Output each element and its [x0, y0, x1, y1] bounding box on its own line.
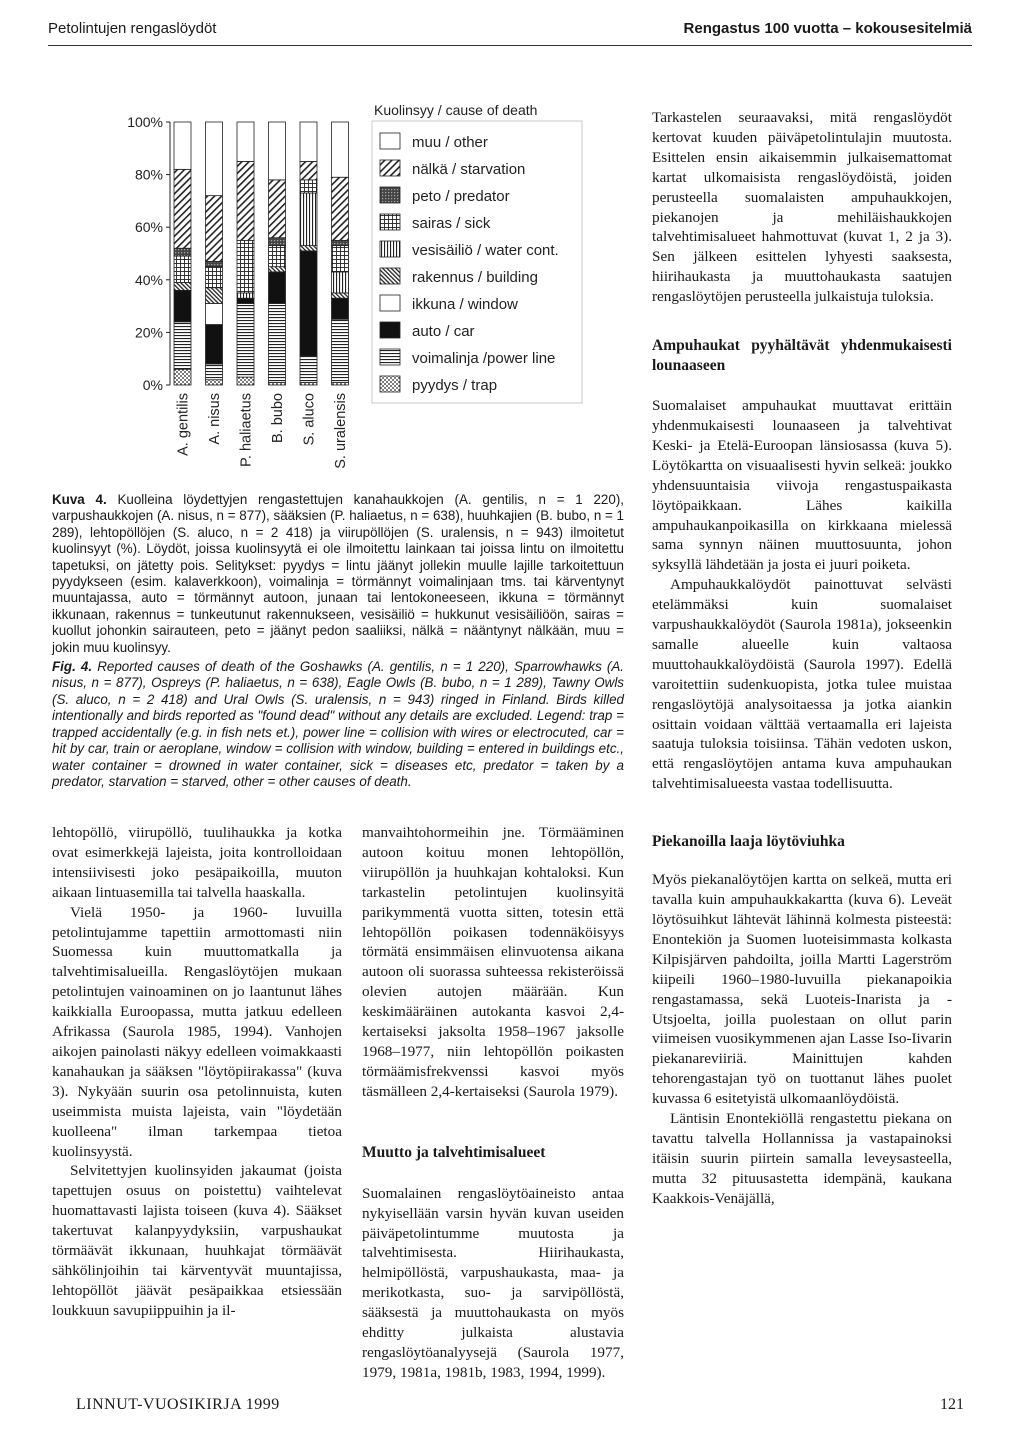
bar-segment [269, 122, 286, 180]
chart-legend [372, 102, 582, 403]
running-header-left: Petolintujen rengaslöydöt [48, 20, 217, 37]
bar-segment [300, 161, 317, 179]
bar-segment [174, 282, 191, 290]
header-rule [48, 45, 972, 46]
col1-paragraph-3: Selvitettyjen kuolinsyiden jakaumat (joista tapettujen osuus on poistettu) vaihtelevat huomattavasti lajista toiseen (kuva 4). Sääkset takertuvat kalanpyydyksiin, varpushaukat törmäävät ikkunaan, huuhkajat törmäävät sähkölinjoihin tai kärventyvät muuntajissa, lehtopöllöt jäävät pesäpaikkaa etsiessään loukkuun savupiippuihin ja il- [52, 1162, 342, 1319]
bar-segment [174, 169, 191, 248]
x-category-label: A. nisus [207, 393, 223, 445]
y-tick-label: 20% [134, 324, 163, 341]
legend-title: Kuolinsyy / cause of death [374, 102, 538, 118]
text-column-1 [52, 823, 342, 1321]
legend-entry: muu / other [412, 134, 488, 151]
bar-segment [300, 180, 317, 193]
bar-segment [237, 122, 254, 161]
bar-segment [300, 193, 317, 246]
bar-stack-3 [269, 122, 286, 385]
bar-segment [332, 246, 349, 272]
col2-paragraph-1: manvaihtohormeihin jne. Törmääminen autoon koituu monen lehtopöllön, viirupöllön ja huuhkajan kohtaloksi. Kun tarkastelin petolintujen kuolinsyitä parikymmentä vuotta sitten, totesin että lehtopöllön poikasen todennäköisyys törmätä ensimmäisen elinvuotensa aikana autoon oli suorassa suhteessa rekisteröissä olevien autojen määrään. Kun keskimääräinen autokanta kasvoi 2,4-kertaiseksi jaksolta 1958–1967 jaksolle 1968–1977, niin lehtopöllön poikasten törmäämisfrekvenssi kasvoi myös täsmälleen 2,4-kertaiseksi (Saurola 1979). [362, 824, 624, 1100]
legend-swatch [380, 241, 400, 257]
bar-segment [332, 319, 349, 382]
caption-fi-text: Kuolleina löydettyjen rengastettujen kanahaukkojen (A. gentilis, n = 1 220), varpushaukkojen (A. nisus, n = 877), sääksien (P. haliaetus, n = 638), huuhkajien (B. bubo, n = 1 289), lehtopöllöjen (S. aluco, n = 2 418) ja viirupöllöjen (S. uralensis, n = 943) ilmoitetut kuolinsyyt (%). Löydöt, joissa kuolinsyytä ei ole ilmoitettu lainkaan tai joissa lintu on ilmoitettu tapetuksi, on jätetty pois. Selitykset: pyydys = lintu jäänyt jollekin muulle lajille tarkoitettuun pyydykseen (esim. kalaverkkoon), voimalinja = törmännyt voimalinjaan tms. tai kärventynyt muuntajassa, auto = törmännyt autoon, junaan tai lentokoneeseen, ikkuna = törmännyt ikkunaan, rakennus = tunkeutunut rakennukseen, vesisäiliö = hukkunut vesisäiliöön, sairas = kuollut johonkin sairauteen, peto = jäänyt pedon saaliiksi, nälkä = nääntynyt nälkään, muu = jokin muu kuolinsyy. [52, 492, 625, 655]
bar-segment [174, 122, 191, 169]
caption-finnish [52, 492, 624, 656]
bar-segment [332, 272, 349, 293]
bar-segment [332, 122, 349, 177]
bar-segment [206, 267, 223, 288]
legend-swatch [380, 133, 400, 149]
legend-entry: ikkuna / window [412, 296, 518, 313]
x-category-label: P. haliaetus [238, 393, 255, 467]
legend-swatch [380, 160, 400, 176]
legend-entry: peto / predator [412, 188, 510, 205]
bar-segment [237, 240, 254, 293]
legend-entry: rakennus / building [412, 269, 538, 286]
bar-segment [300, 251, 317, 356]
legend-entry: pyydys / trap [412, 377, 498, 394]
x-category-label: S. aluco [301, 393, 318, 446]
col1-paragraph-1: lehtopöllö, viirupöllö, tuulihaukka ja kotka ovat esimerkkejä lajeista, joita kontrolloidaan intensiivisesti joko pesäpaikoilla, muuton aikaan lintuasemilla tai talvella haaskalla. [52, 824, 342, 901]
bar-segment [269, 246, 286, 267]
bar-segment [300, 356, 317, 382]
section-heading-ampuhaukat: Ampuhaukat pyyhältävät yhdenmukaisesti lounaaseen [652, 337, 952, 375]
caption-en-label: Fig. 4. [52, 659, 93, 675]
y-tick-label: 100% [127, 114, 163, 130]
bar-segment [237, 293, 254, 298]
caption-fi-label: Kuva 4. [52, 492, 107, 507]
footer-publication: LINNUT-VUOSIKIRJA 1999 [76, 1396, 280, 1413]
x-category-label: S. uralensis [333, 393, 349, 469]
x-category-label: B. bubo [270, 393, 286, 443]
bar-segment [332, 240, 349, 245]
section-heading-piekanat: Piekanoilla laaja löytöviuhka [652, 833, 845, 851]
caption-english [52, 659, 624, 790]
page-number: 121 [940, 1396, 964, 1413]
y-tick-label: 60% [134, 219, 163, 236]
bar-segment [237, 377, 254, 385]
bar-stack-4 [300, 122, 317, 385]
legend-swatch [380, 349, 400, 365]
bar-segment [332, 298, 349, 319]
legend-entry: vesisäiliö / water cont. [412, 242, 559, 259]
col1-paragraph-2: Vielä 1950- ja 1960- luvuilla petolintujamme tapettiin armottomasti niin Suomessa kuin muuttomatkalla ja talvehtimisalueilla. Rengaslöytöjen mukaan petolintujen vainoaminen on jo laantunut lähes kaikkialla Euroopassa, mutta jatkuu edelleen Afrikassa (Saurola 1985, 1994). Vanhojen aikojen painolasti näkyy edelleen voimakkaasti kanahaukan ja sääksen "löytöpiirakassa" (kuva 3). Nykyään suurin osa petolinnuista, kuten useimmista muista lajeista, vain "löydetään kuolleena" ilman tarkempaa tietoa kuolinsyystä. [52, 903, 342, 1160]
legend-entry: voimalinja /power line [412, 350, 556, 367]
bar-segment [206, 380, 223, 385]
running-header-right: Rengastus 100 vuotta – kokousesitelmiä [683, 20, 972, 37]
legend-swatch [380, 376, 400, 392]
bar-segment [300, 246, 317, 251]
text-column-3 [652, 108, 952, 1209]
bar-segment [206, 325, 223, 364]
section-heading-muutto: Muutto ja talvehtimisalueet [362, 1143, 546, 1161]
bar-segment [174, 322, 191, 369]
bar-stack-1 [206, 122, 223, 385]
legend-swatch [380, 214, 400, 230]
figure-caption [52, 492, 624, 790]
legend-swatch [380, 268, 400, 284]
legend-entry: nälkä / starvation [412, 161, 526, 178]
bar-segment [206, 196, 223, 262]
chart-plot-area [127, 114, 349, 469]
bar-segment [206, 364, 223, 380]
legend-entry: auto / car [412, 323, 475, 340]
y-tick-label: 0% [142, 377, 163, 393]
text-column-2 [362, 823, 624, 1383]
bar-segment [174, 256, 191, 282]
bar-stack-5 [332, 122, 349, 385]
bar-segment [206, 122, 223, 196]
col3-paragraph-3: Ampuhaukkalöydöt painottuvat selvästi etelämmäksi kuin suomalaiset varpushaukkalöydöt (Saurola 1981a), jokseenkin samalle alueelle kuin valtaosa muuttohaukkalöydöistä (Saurola 1997). Edellä varoitettiin sudenkuopista, jotka tulee muistaa rengaslöytöjä analysoitaessa ja jotka aiankin osittain voidaan välttää vertaamalla eri lajeista saatuja tuloksia toisiinsa. Tähän vedoten uskon, että rengaslöytöjen antama kuva ampuhaukan talvehtimisalueesta vastaa todellisuutta. [652, 576, 952, 793]
bar-segment [332, 293, 349, 298]
bar-segment [237, 303, 254, 377]
col3-paragraph-4: Myös piekanalöytöjen kartta on selkeä, mutta eri tavalla kuin ampuhaukkakartta (kuva 6). Leveät löytösuihkut lähtevät lähinnä kolmesta pisteestä: Enontekiön ja Suomen luoteisimmasta kolkasta Kilpisjärven pahdoilta, joilla Martti Lagerström kiipeili 1960–1980-luvuilla piekanapoikia rengastamassa, sekä Luoteis-Inarista ja -Utsjoelta, joilla puolestaan on ollut parin viimeisen vuosikymmenen ajan Lasse Iso-Iivarin piekanareviiriä. Mainittujen kahden tehorengastajan työ on tuottanut lähes puolet kuvassa 6 esitetyistä ulkomaanlöydöistä. [652, 871, 952, 1108]
bar-segment [206, 288, 223, 304]
legend-entry: sairas / sick [412, 215, 491, 232]
bar-segment [237, 161, 254, 240]
bar-stack-0 [174, 122, 191, 385]
bar-segment [206, 303, 223, 324]
bar-segment [332, 177, 349, 240]
legend-swatch [380, 187, 400, 203]
col3-paragraph-1: Tarkastelen seuraavaksi, mitä rengaslöydöt kertovat kuuden päiväpetolintulajin muutosta. Esittelen ensin aikaisemmin julkaisemattomat kartat ulkomaisista rengaslöydöistä, joiden perusteella suomalaisten ampuhaukkojen, piekanojen ja mehiläishaukkojen talvehtimisalueet hahmottuvat (kuvat 1, 2 ja 3). Sen jälkeen esittelen lyhyesti saaksesta, hiirihaukasta ja muuttohaukasta saatujen rengaslöytöjen perusteella julkaistuja tuloksia. [652, 109, 952, 306]
x-category-label: A. gentilis [175, 393, 192, 456]
col3-paragraph-5: Läntisin Enontekiöllä rengastettu piekana on tavattu talvella Hollannissa ja vastapainoksi itäisin suurin piirtein samalla leveysasteella, mutta 32 pituusastetta idempänä, kaukana Kaakkois-Venäjällä, [652, 1110, 952, 1207]
bar-stack-2 [237, 122, 254, 385]
cause-of-death-chart [60, 95, 590, 490]
legend-swatch [380, 295, 400, 311]
legend-swatch [380, 322, 400, 338]
y-tick-label: 40% [134, 271, 163, 288]
bar-segment [269, 272, 286, 304]
col2-paragraph-2: Suomalainen rengaslöytöaineisto antaa nykyisellään varsin hyvän kuvan useiden päiväpetolintumme muutosta ja talvehtimisesta. Hiirihaukasta, helmipöllöstä, varpushaukasta, maa- ja merikotkasta, suo- ja sarvipöllöstä, sääksestä ja muuttohaukasta on myös ehditty julkaista alustavia rengaslöytöanalyysejä (Saurola 1977, 1979, 1981a, 1981b, 1983, 1994, 1999). [362, 1184, 624, 1381]
bar-segment [269, 303, 286, 382]
bar-segment [206, 261, 223, 266]
bar-segment [300, 122, 317, 161]
col3-paragraph-2: Suomalaiset ampuhaukat muuttavat erittäin yhdenmukaisesti lounaaseen ja talvehtivat Keski- ja Etelä-Euroopan länsiosassa (kuva 5). Löytökartta on visuaalisesti hyvin selkeä: joukko yhdensuuntaisia viivoja rengastuspaikasta löytöpaikkaan. Lähes kaikilla ampuhaukanpoikasilla on kirkkaana mielessä sama synnyn näinen muuttosuunta, johon syksyllä lähdetään ja josta ei juuri poiketa. [652, 397, 952, 574]
bar-segment [269, 267, 286, 272]
bar-segment [237, 298, 254, 303]
bar-segment [269, 180, 286, 238]
bar-segment [174, 290, 191, 322]
bar-segment [269, 238, 286, 246]
bar-segment [174, 369, 191, 385]
caption-en-text: Reported causes of death of the Goshawks (A. gentilis, n = 1 220), Sparrowhawks (A. nisus, n = 877), Ospreys (P. haliaetus, n = 638), Eagle Owls (B. bubo, n = 1 289), Tawny Owls (S. aluco, n = 2 418) and Ural Owls (S. uralensis, n = 943) ringed in Finland. Birds killed intentionally and birds reported as "found dead" without any details are excluded. Legend: trap = trapped accidentally (e.g. in fish nets et.), power line = collision with wires or electrocuted, car = hit by car, train or aeroplane, window = collision with window, building = entered in buildings etc., water container = drowned in water container, sick = diseases etc, predator = taken by a predator, starvation = starved, other = other causes of death. [52, 659, 624, 789]
y-tick-label: 80% [134, 166, 163, 183]
bar-segment [174, 248, 191, 256]
